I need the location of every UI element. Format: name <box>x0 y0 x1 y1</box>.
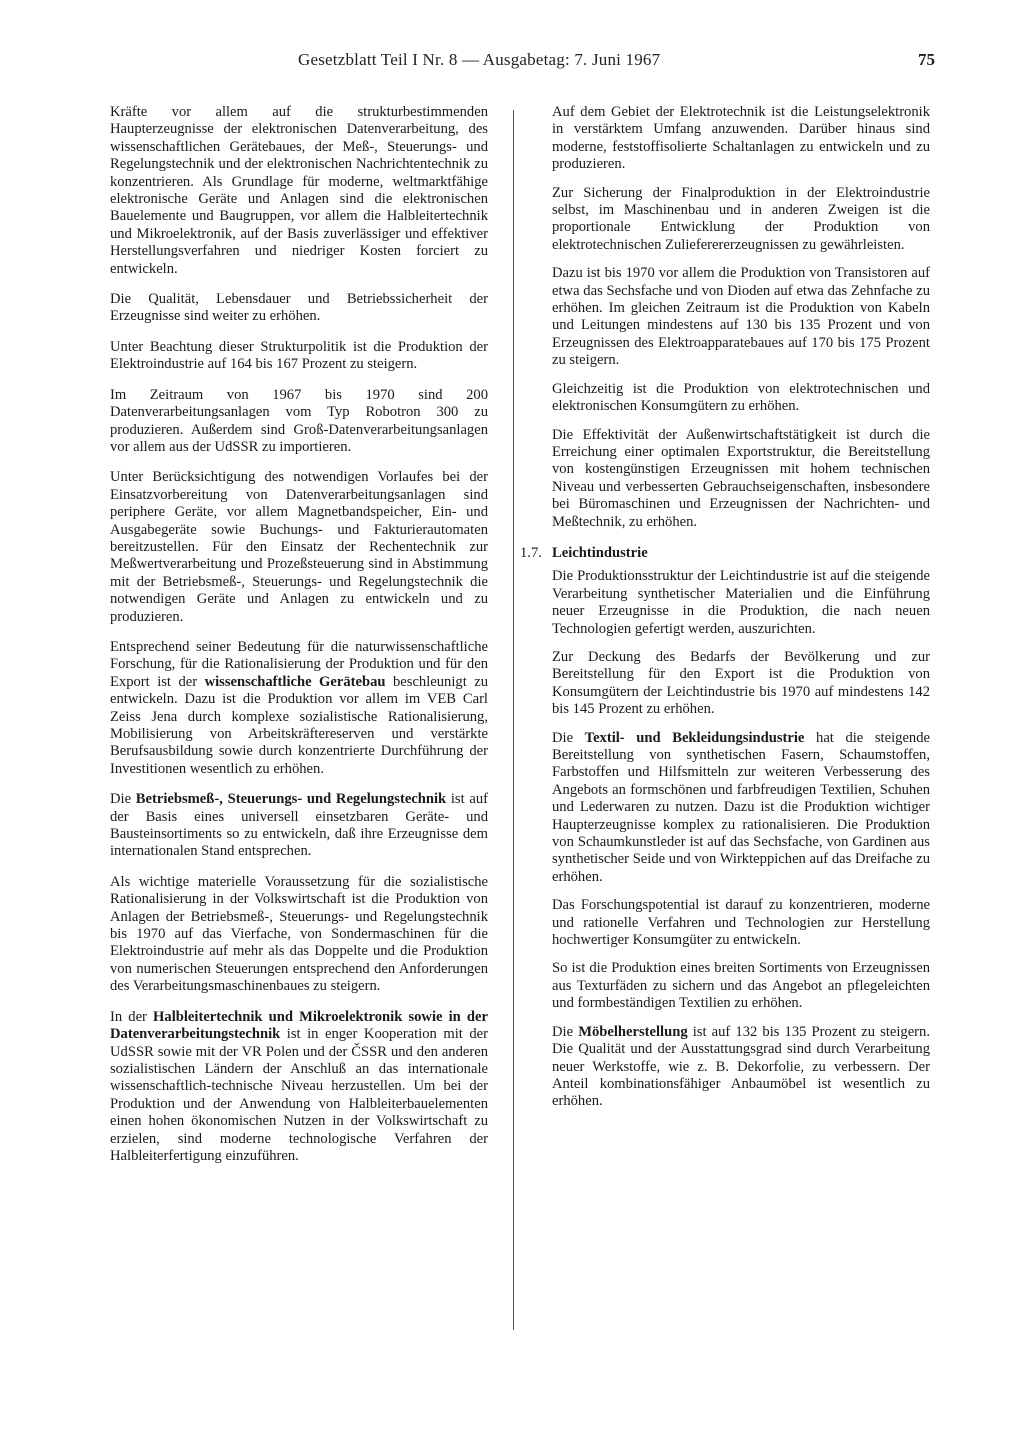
emphasis: Textil- und Bekleidungsindustrie <box>584 729 805 746</box>
column-divider <box>513 110 514 1330</box>
paragraph-text: beschleunigt zu entwickeln. Dazu ist die Produktion vor allem im VEB Carl Zeiss Jena durch komplexe sozialistische Rationalisierung, Mobilisierung von Arbeitskräftereserven und verstärkte Berufsausbildung sowie durch konzentrierte Durchführung der Investitionen wesentlich zu erhöhen. <box>110 673 489 777</box>
left-column <box>110 104 488 1178</box>
paragraph: Dazu ist bis 1970 vor allem die Produktion von Transistoren auf etwa das Sechsfache und von Dioden auf etwa das Zehnfache zu erhöhen. Im gleichen Zeitraum ist die Produktion von Kabeln und Leitungen mindestens auf 130 bis 135 Prozent und von Erzeugnissen des Elektroapparatebaues auf 170 bis 175 Prozent zu steigern. <box>552 265 930 369</box>
section-number: 1.7. <box>520 544 542 561</box>
running-header: Gesetzblatt Teil I Nr. 8 — Ausgabetag: 7. Juni 1967 <box>298 50 661 69</box>
emphasis: wissenschaftliche Gerätebau <box>204 673 386 690</box>
paragraph <box>110 639 488 778</box>
paragraph: Kräfte vor allem auf die strukturbestimmenden Haupterzeugnisse der elektronischen Datenverarbeitung, des wissenschaftlichen Gerätebaues, der Meß-, Steuerungs- und Regelungstechnik und der elektronischen Nachrichtentechnik zu konzentrieren. Als Grundlage für moderne, weltmarktfähige elektronische Geräte und Anlagen sind die elektronischen Bauelemente und Baugruppen, vor allem die Halbleitertechnik und Mikroelektronik, auf der Basis zuverlässiger und effektiver Herstellungsverfahren und niedriger Kosten forciert zu entwickeln. <box>110 104 488 277</box>
paragraph-text: In der <box>110 1008 154 1025</box>
paragraph: Das Forschungspotential ist darauf zu konzentrieren, moderne und rationelle Verfahren und Technologien zur Herstellung hochwertiger Konsumgüter zu entwickeln. <box>552 897 930 949</box>
paragraph-text: hat die steigende Bereitstellung von synthetischen Fasern, Schaumstoffen, Farbstoffen und Hilfsmitteln zur weiteren Verbesserung des Angebots an formschönen und farbfreudigen Textilien, Schuhen und Lederwaren zu nutzen. Dazu ist die Produktion wichtiger Haupterzeugnisse komplex zu rationalisieren. Die Produktion von Schaumkunstleder ist auf das Sechsfache, von Gardinen aus synthetischer Seide und von Wirkteppichen auf das Dreifache zu erhöhen. <box>552 729 930 885</box>
paragraph-text: Die <box>552 1023 579 1040</box>
emphasis: Betriebsmeß-, Steuerungs- und Regelungstechnik <box>135 791 447 808</box>
paragraph-text: Die <box>110 791 136 808</box>
paragraph-text: Entsprechend seiner Bedeutung für die naturwissenschaftliche Forschung, für die Rationalisierung der Produktion und für den Export ist der <box>110 638 488 690</box>
paragraph <box>110 1009 488 1166</box>
paragraph: Als wichtige materielle Voraussetzung für die sozialistische Rationalisierung in der Volkswirtschaft ist die Produktion von Anlagen der Betriebsmeß-, Steuerungs- und Regelungstechnik bis 1970 auf das Vierfache, von Sondermaschinen für die Elektroindustrie auf mehr als das Doppelte und die Produktion von numerischen Steuerungen entsprechend den Anforderungen des Verarbeitungsmaschinenbaues zu steigern. <box>110 873 488 995</box>
paragraph: Unter Beachtung dieser Strukturpolitik ist die Produktion der Elektroindustrie auf 164 bis 167 Prozent zu steigern. <box>110 338 488 373</box>
paragraph: Die Qualität, Lebensdauer und Betriebssicherheit der Erzeugnisse sind weiter zu erhöhen. <box>110 291 488 325</box>
page-number: 75 <box>918 50 935 69</box>
paragraph: Gleichzeitig ist die Produktion von elektrotechnischen und elektronischen Konsumgütern zu erhöhen. <box>552 380 930 415</box>
paragraph: Unter Berücksichtigung des notwendigen Vorlaufes bei der Einsatzvorbereitung von Datenverarbeitungsanlagen sind periphere Geräte, vor allem Magnetbandspeicher, Ein- und Ausgabegeräte sowie Buchungs- und Fakturierautomaten bereitzustellen. Für den Einsatz der Rechentechnik zur Meßwertverarbeitung und Prozeßsteuerung sind in Abstimmung mit der Betriebsmeß-, Steuerungs- und Regelungstechnik die notwendigen Geräte und Anlagen zu entwickeln und zu produzieren. <box>110 469 488 625</box>
right-column <box>520 104 930 1122</box>
paragraph-text: ist in enger Kooperation mit der UdSSR sowie mit der VR Polen und der ČSSR und den anderen sozialistischen Ländern der Anschluß an das internationale wissenschaftlich-technische Niveau herzustellen. Um bei der Produktion und der Anwendung von Halbleiterbauelementen einen hohen ökonomischen Nutzen in der Volkswirtschaft zu erzielen, sind moderne technologische Verfahren der Halbleiterfertigung einzuführen. <box>110 1026 488 1164</box>
emphasis: Möbelherstellung <box>578 1023 688 1040</box>
paragraph: So ist die Produktion eines breiten Sortiments von Erzeugnissen aus Texturfäden zu sichern und das Angebot an pflegeleichten und formbeständigen Textilien zu erhöhen. <box>552 960 930 1012</box>
paragraph-text: ist auf der Basis eines universell einsetzbaren Geräte- und Bausteinsortiments so zu entwickeln, daß ihre Erzeugnisse dem internationalen Stand entsprechen. <box>110 791 488 860</box>
section-title: Leichtindustrie <box>552 544 648 561</box>
paragraph-text: ist auf 132 bis 135 Prozent zu steigern. Die Qualität und der Ausstattungsgrad sind durch Verarbeitung neuer Werkstoffe, wie z. B. Dekorfolie, zu verbessern. Der Anteil kombinationsfähiger Anbaumöbel ist wesentlich zu erhöhen. <box>552 1023 930 1110</box>
paragraph: Zur Sicherung der Finalproduktion in der Elektroindustrie selbst, im Maschinenbau und in anderen Zweigen ist die proportionale Entwicklung der Produktion von elektrotechnischen Zulieferererzeugnissen zu gewährleisten. <box>552 184 930 253</box>
paragraph: Die Effektivität der Außenwirtschaftstätigkeit ist durch die Erreichung einer optimalen Exportstruktur, die Bereitstellung von kostengünstigen Erzeugnissen mit hohem technischen Niveau und verbesserten Gebrauchseigenschaften, insbesondere bei Büromaschinen und Erzeugnissen der Nachrichten- und Meßtechnik, zu erhöhen. <box>552 426 930 530</box>
paragraph: Die Produktionsstruktur der Leichtindustrie ist auf die steigende Verarbeitung synthetischer Materialien und die Einführung neuer Erzeugnisse in die Produktion, die nach neuen Technologien gefertigt werden, auszurichten. <box>552 568 930 637</box>
section-heading <box>520 545 930 562</box>
paragraph <box>552 730 930 887</box>
paragraph-text: Die <box>552 729 585 746</box>
paragraph: Auf dem Gebiet der Elektrotechnik ist die Leistungselektronik in verstärktem Umfang anzuwenden. Darüber hinaus sind moderne, feststoffisolierte Schaltanlagen zu entwickeln und zu produzieren. <box>552 104 930 173</box>
emphasis: Halbleitertechnik und Mikroelektronik sowie in der Datenverarbeitungstechnik <box>110 1008 488 1043</box>
paragraph <box>552 1024 930 1111</box>
paragraph: Im Zeitraum von 1967 bis 1970 sind 200 Datenverarbeitungsanlagen vom Typ Robotron 300 zu produzieren. Außerdem sind Groß-Datenverarbeitungsanlagen vor allem aus der UdSSR zu importieren. <box>110 386 488 455</box>
paragraph: Zur Deckung des Bedarfs der Bevölkerung und zur Bereitstellung für den Export ist die Produktion von Konsumgütern der Leichtindustrie bis 1970 auf mindestens 142 bis 145 Prozent zu erhöhen. <box>552 648 930 718</box>
paragraph <box>110 791 488 861</box>
